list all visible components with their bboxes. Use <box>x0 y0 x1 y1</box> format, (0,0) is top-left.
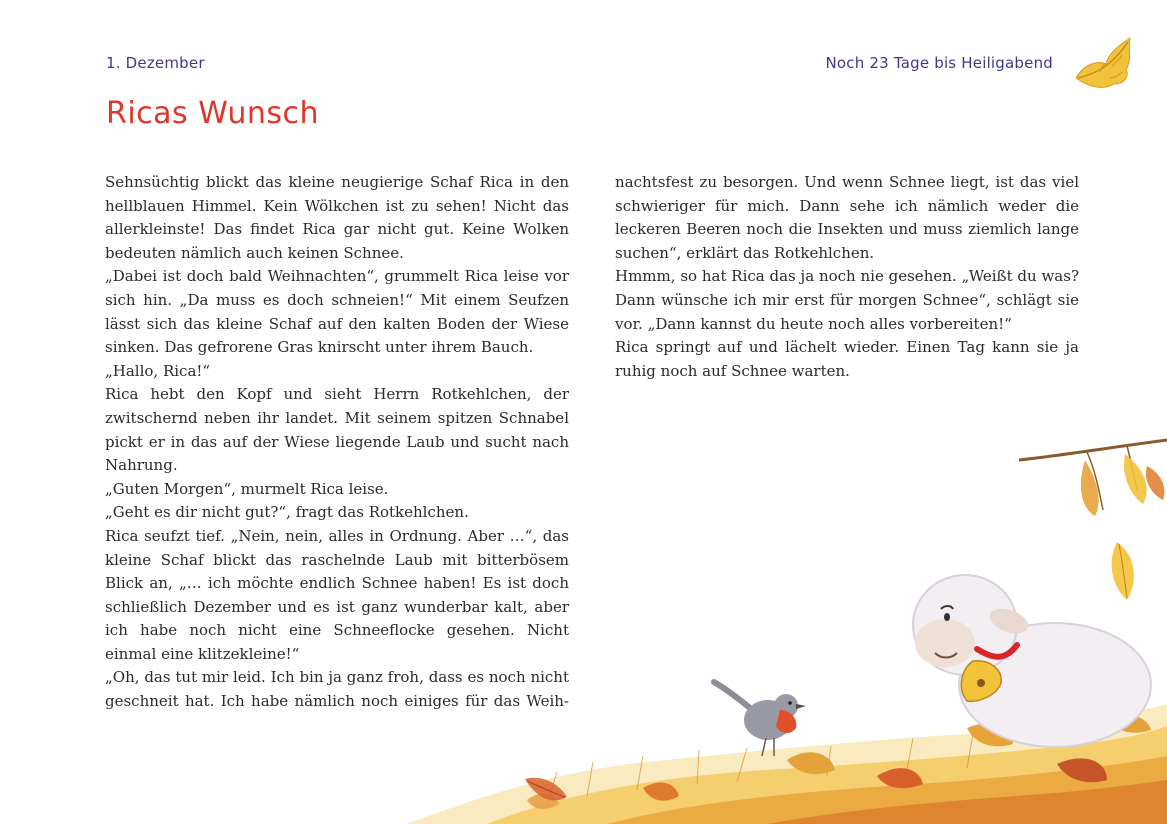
paragraph: Rica seufzt tief. „Nein, nein, alles in Ordnung. Aber …“, das kleine Schaf blickt das raschelnde Laub mit bitterbösem Blick an, „… ich möchte endlich Schnee haben! Es ist doch schließlich Dezember und es ist ganz wunderbar kalt, aber ich habe noch nicht eine Schneeflocke gesehen. Nicht einmal eine klitzekleine!“ <box>105 526 569 663</box>
falling-leaf-icon <box>523 773 573 813</box>
paragraph: „Dabei ist doch bald Weihnachten“, grummelt Rica leise vor sich hin. „Da muss es doch schneien!“ Mit einem Seufzen lässt sich das kleine Schaf auf den kalten Boden der Wiese sinken. Das gefrorene Gras knirscht unter ihrem Bauch. <box>105 267 569 357</box>
paragraph: nachtsfest zu besorgen. Und wenn Schnee liegt, ist das viel schwieriger für mich. Dann sehe ich nämlich weder die leckeren Beeren noch die Insekten und muss ziemlich lange suchen“, erklärt das Rotkehlchen. <box>615 173 1079 262</box>
paragraph: Rica springt auf und lächelt wieder. Einen Tag kann sie ja ruhig noch auf Schnee warten. <box>615 338 1079 380</box>
autumn-leaf-icon <box>1070 34 1140 94</box>
paragraph: „Geht es dir nicht gut?“, fragt das Rotkehlchen. <box>105 503 469 522</box>
paragraph: „Oh, das tut mir leid. Ich bin ja ganz froh, dass es noch nicht geschneit hat. Ich habe nämlich noch einiges für das Weih- <box>105 668 569 711</box>
story-column-right <box>615 171 1079 383</box>
paragraph: Rica hebt den Kopf und sieht Herrn Rotkehlchen, der zwitschernd neben ihr landet. Mit seinem spitzen Schnabel pickt er in das auf der Wiese liegende Laub und sucht nach Nahrung. <box>105 385 569 475</box>
robin-illustration <box>710 670 810 760</box>
paragraph: „Guten Morgen“, murmelt Rica leise. <box>105 479 389 498</box>
date-label: 1. Dezember <box>106 54 205 72</box>
paragraph: Sehnsüchtig blickt das kleine neugierige Schaf Rica in den hellblauen Himmel. Kein Wölkchen ist zu sehen! Nicht das allerkleinste! Das findet Rica gar nicht gut. Keine Wolken bedeuten nämlich auch keinen Schnee. <box>105 173 569 262</box>
paragraph: „Hallo, Rica!“ <box>105 361 211 380</box>
paragraph: Hmmm, so hat Rica das ja noch nie gesehen. „Weißt du was? Dann wünsche ich mir erst für morgen Schnee“, schlägt sie vor. „Dann kannst du heute noch alles vorbereiten!“ <box>615 267 1079 333</box>
countdown-label: Noch 23 Tage bis Heiligabend <box>825 54 1053 72</box>
sheep-illustration <box>905 565 1155 755</box>
story-title: Ricas Wunsch <box>106 96 319 131</box>
story-column-left <box>105 171 569 714</box>
